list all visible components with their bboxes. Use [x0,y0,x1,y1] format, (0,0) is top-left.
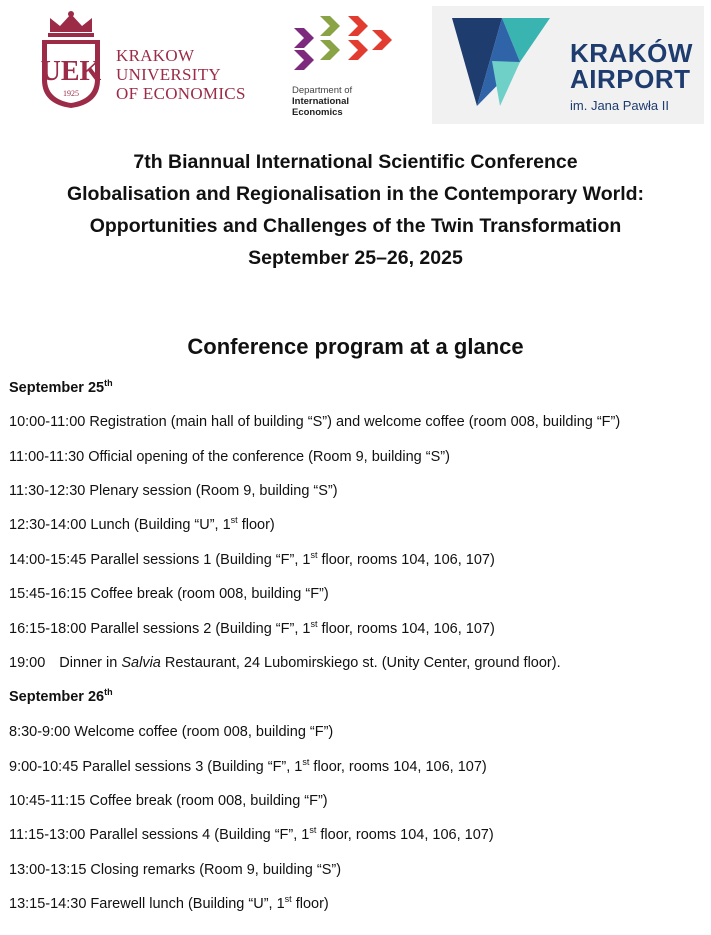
conference-title [0,146,711,274]
uek-logo [36,10,266,120]
title-line-1: 7th Biannual International Scientific Conference [133,151,578,173]
chevrons-icon [290,10,410,80]
schedule-item: 10:00-11:00 Registration (main hall of building “S”) and welcome coffee (room 008, building “F”) [9,414,621,430]
schedule-item: 12:30-14:00 Lunch (Building “U”, 1st floor) [9,515,275,533]
uek-crest-icon [36,10,106,110]
day-heading-sept-25: September 25th [9,378,113,396]
schedule-item: 8:30-9:00 Welcome coffee (room 008, building “F”) [9,724,334,740]
uek-wordmark: KRAKOW UNIVERSITY OF ECONOMICS [116,46,246,103]
title-dates: September 25–26, 2025 [248,247,463,269]
schedule-item: 13:00-13:15 Closing remarks (Room 9, building “S”) [9,862,342,878]
schedule-item: 11:30-12:30 Plenary session (Room 9, building “S”) [9,483,338,499]
department-logo [290,10,410,125]
title-line-3: Opportunities and Challenges of the Twin Transformation [89,215,622,237]
department-wordmark: Department of International Economics [292,85,353,118]
schedule-item: 15:45-16:15 Coffee break (room 008, building “F”) [9,586,329,602]
schedule-item: 13:15-14:30 Farewell lunch (Building “U”, 1st floor) [9,894,329,912]
svg-text:UEK: UEK [40,56,102,87]
schedule-item: 10:45-11:15 Coffee break (room 008, building “F”) [9,793,328,809]
airport-subtitle: im. Jana Pawła II [570,98,669,113]
airport-wordmark: KRAKÓW AIRPORT [570,38,693,94]
logo-bar [0,0,711,130]
day-heading-sept-26: September 26th [9,687,113,705]
airport-logo [432,6,704,124]
title-line-2: Globalisation and Regionalisation in the Contemporary World: [66,183,645,205]
schedule-item: 9:00-10:45 Parallel sessions 3 (Building “F”, 1st floor, rooms 104, 106, 107) [9,757,487,775]
schedule-item: 16:15-18:00 Parallel sessions 2 (Building “F”, 1st floor, rooms 104, 106, 107) [9,619,495,637]
svg-text:1925: 1925 [63,89,79,98]
schedule-item: 14:00-15:45 Parallel sessions 1 (Building “F”, 1st floor, rooms 104, 106, 107) [9,550,495,568]
schedule-item: 11:00-11:30 Official opening of the conference (Room 9, building “S”) [9,449,450,465]
program-heading: Conference program at a glance [187,334,524,359]
schedule-item: 11:15-13:00 Parallel sessions 4 (Building “F”, 1st floor, rooms 104, 106, 107) [9,825,494,843]
schedule-item-dinner: 19:00 Dinner in Salvia Restaurant, 24 Lubomirskiego st. (Unity Center, ground floor). [9,655,561,671]
airport-triangle-icon [432,6,562,116]
